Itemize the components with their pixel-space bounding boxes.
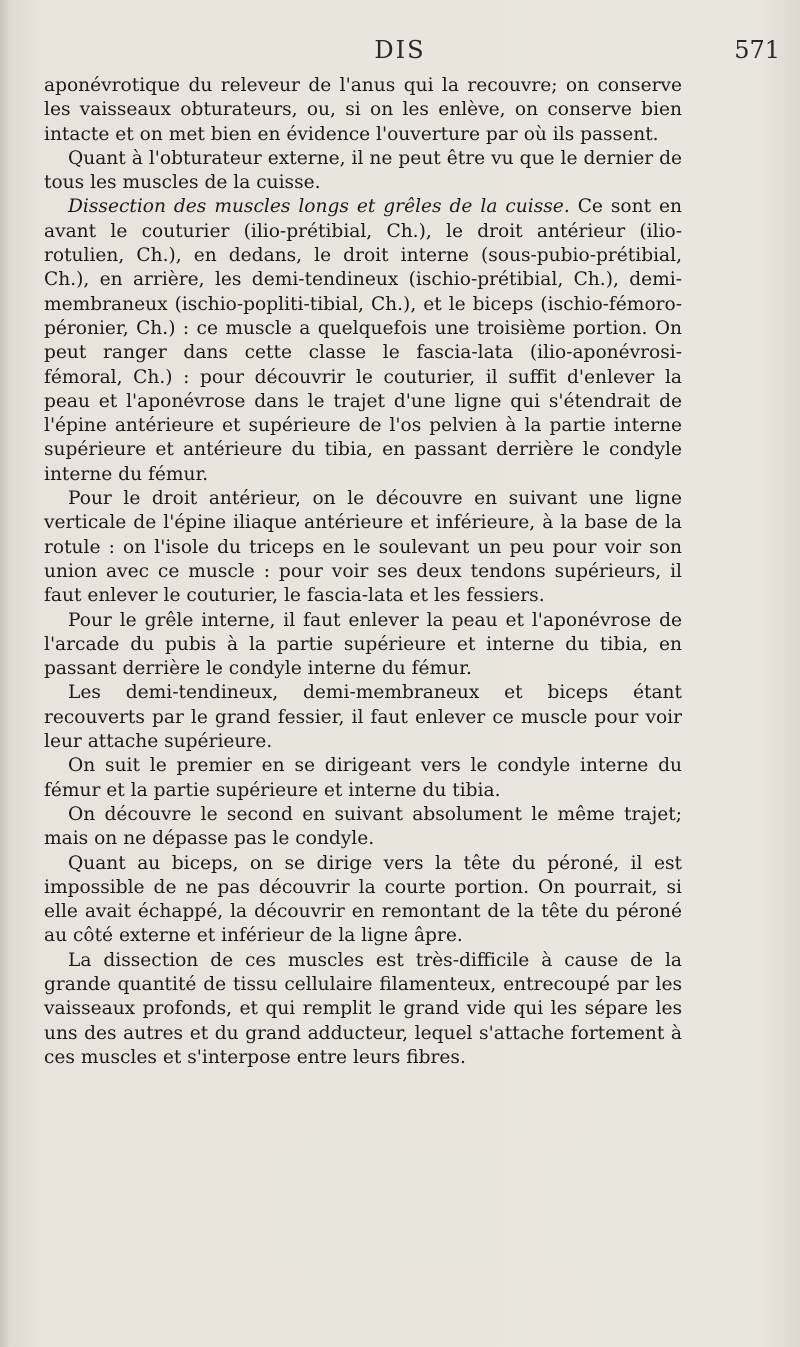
paragraph-10: La dissection de ces muscles est très-difficile à cause de la grande quantité de tissu cellulaire filamenteux, entrecoupé par les vaisseaux profonds, et qui remplit le grand vide qui les sépare les uns des autres et du grand adducteur, lequel s'attache fortement à ces muscles et s'interpose entre leurs fibres. [44,949,682,1068]
paragraph-2: Quant à l'obturateur externe, il ne peut être vu que le dernier de tous les muscles de la cuisse. [44,147,682,194]
paragraph-9: Quant au biceps, on se dirige vers la tête du péroné, il est impossible de ne pas découvrir la courte portion. On pourrait, si elle avait échappé, la découvrir en remontant de la tête du péroné au côté externe et inférieur de la ligne âpre. [44,852,682,947]
paragraph-8: On découvre le second en suivant absolument le même trajet; mais on ne dépasse pas le condyle. [44,803,682,850]
paragraph-7: On suit le premier en se dirigeant vers le condyle interne du fémur et la partie supérieure et interne du tibia. [44,755,682,801]
body-text [44,74,682,1070]
page-number: 571 [734,36,780,64]
paragraph-5: Pour le grêle interne, il faut enlever la peau et l'aponévrose de l'arcade du pubis à la partie supérieure et interne du tibia, en passant derrière le condyle interne du fémur. [44,609,682,680]
running-head: DIS [374,36,426,64]
paragraph-1: aponévrotique du releveur de l'anus qui la recouvre; on conserve les vaisseaux obturateurs, ou, si on les enlève, on conserve bien intacte et on met bien en évidence l'ouverture par où ils passent. [44,75,682,145]
paragraph-3: Dissection des muscles longs et grêles de la cuisse. Ce sont en avant le couturier (ilio-prétibial, Ch.), le droit antérieur (ilio-rotulien, Ch.), en dedans, le droit interne (sous-pubio-prétibial, Ch.), en arrière, les demi-tendineux (ischio-prétibial, Ch.), demi-membraneux (ischio-popliti-tibial, Ch.), et le biceps (ischio-fémoro-péronier, Ch.) : ce muscle a quelquefois une troisième portion. On peut ranger dans cette classe le fascia-lata (ilio-aponévrosi-fémoral, Ch.) : pour découvrir le couturier, il suffit d'enlever la peau et l'aponévrose dans le trajet d'une ligne qui s'étendrait de l'épine antérieure et supérieure de l'os pelvien à la partie interne supérieure et antérieure du tibia, en passant derrière le condyle interne du fémur. [44,196,683,485]
paragraph-6: Les demi-tendineux, demi-membraneux et biceps étant recouverts par le grand fessier, il faut enlever ce muscle pour voir leur attache supérieure. [44,682,682,753]
paragraph-4: Pour le droit antérieur, on le découvre en suivant une ligne verticale de l'épine iliaque antérieure et inférieure, à la base de la rotule : on l'isole du triceps en le soulevant un peu pour voir son union avec ce muscle : pour voir ses deux tendons supérieurs, il faut enlever le couturier, le fascia-lata et les fessiers. [44,488,682,607]
section-heading: Dissection des muscles longs et grêles de la cuisse. [68,196,570,218]
page-header [0,36,800,72]
